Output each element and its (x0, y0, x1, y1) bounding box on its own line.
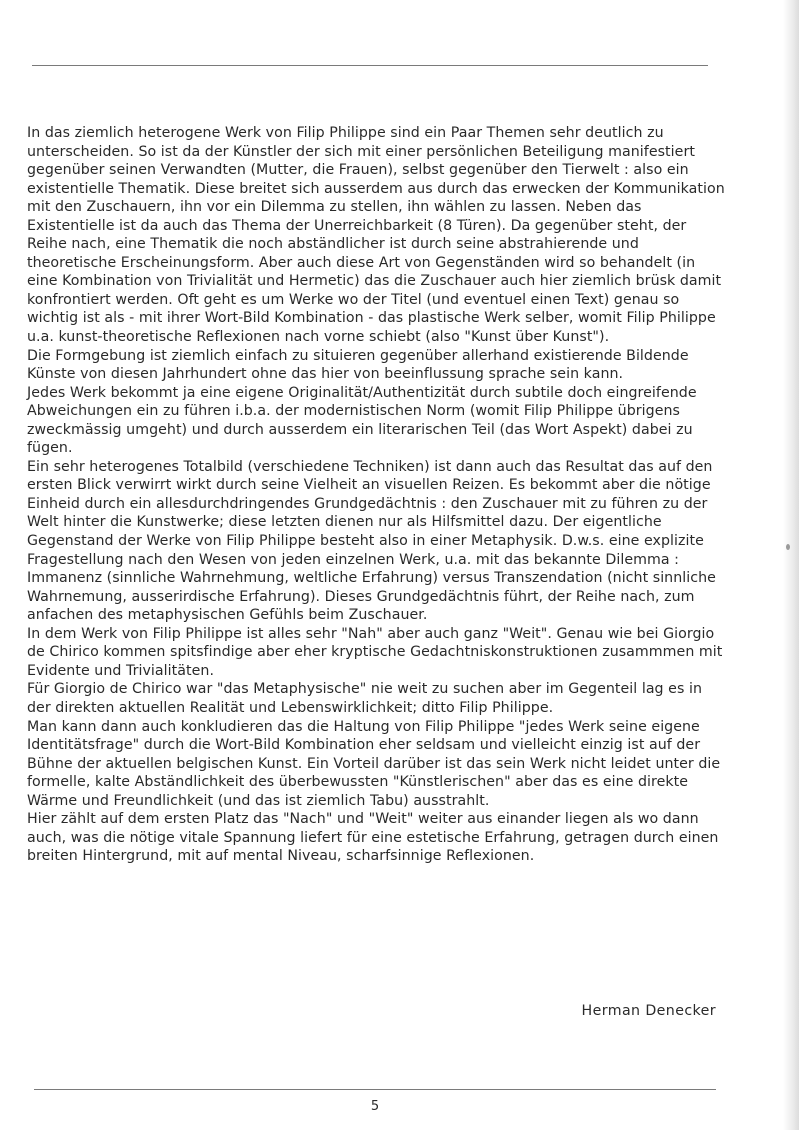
paragraph: Ein sehr heterogenes Totalbild (verschiedene Techniken) ist dann auch das Resultat das auf den ersten Blick verwirrt wirkt durch seine Vielheit an visuellen Reizen. Es bekommt aber die nötige Einheid durch ein allesdurchdringendes Grundgedächtnis : den Zuschauer mit zu führen zu der Welt hinter die Kunstwerke; diese letzten dienen nur als Hilfsmittel dazu. Der eigentliche Gegenstand der Werke von Filip Philippe besteht also in einer Metaphysik. D.w.s. eine explizite Fragestellung nach den Wesen von jeden einzelnen Werk, u.a. mit das bekannte Dilemma : Immanenz (sinnliche Wahrnehmung, weltliche Erfahrung) versus Transzendation (nicht sinnliche Wahrnemung, ausserirdische Erfahrung). Dieses Grundgedächtnis führt, der Reihe nach, zum anfachen des metaphysischen Gefühls beim Zuschauer. (27, 458, 716, 624)
page-number: 5 (370, 1099, 380, 1114)
article-body (27, 124, 727, 866)
scan-speck (786, 544, 790, 550)
footer-rule (34, 1089, 716, 1090)
author-signature: Herman Denecker (581, 1003, 716, 1019)
paragraph: Jedes Werk bekommt ja eine eigene Originalität/Authentizität durch subtile doch eingreifende Abweichungen ein zu führen i.b.a. der modernistischen Norm (womit Filip Philippe übrigens zweckmässig umgeht) und durch ausserdem ein literarischen Teil (das Wort Aspekt) dabei zu fügen. (27, 384, 697, 457)
header-rule (32, 65, 708, 66)
paragraph: Hier zählt auf dem ersten Platz das "Nach" und "Weit" weiter aus einander liegen als wo dann auch, was die nötige vitale Spannung liefert für eine estetische Erfahrung, getragen durch einen breiten Hintergrund, mit auf mental Niveau, scharfsinnige Reflexionen. (27, 811, 719, 865)
paragraph: In das ziemlich heterogene Werk von Filip Philippe sind ein Paar Themen sehr deutlich zu unterscheiden. So ist da der Künstler der sich mit einer persönlichen Beteiligung manifestiert gegenüber seinen Verwandten (Mutter, die Frauen), selbst gegenüber den Tierwelt : also ein existentielle Thematik. Diese breitet sich ausserdem aus durch das erwecken der Kommunikation mit den Zuschauern, ihn vor ein Dilemma zu stellen, ihn wählen zu lassen. Neben das Existentielle ist da auch das Thema der Unerreichbarkeit (8 Türen). Da gegenüber steht, der Reihe nach, eine Thematik die noch abständlicher ist durch seine abstrahierende und theoretische Erscheinungsform. Aber auch diese Art von Gegenständen wird so behandelt (in eine Kombination von Trivialität und Hermetic) das die Zuschauer auch hier ziemlich brüsk damit konfrontiert werden. Oft geht es um Werke wo der Titel (und eventuel einen Text) genau so wichtig ist als - mit ihrer Wort-Bild Kombination - das plastische Werk selber, womit Filip Philippe u.a. kunst-theoretische Reflexionen nach vorne schiebt (also "Kunst über Kunst"). (27, 125, 725, 346)
page-edge-shadow (783, 0, 799, 1130)
paragraph: Man kann dann auch konkludieren das die Haltung von Filip Philippe "jedes Werk seine eigene Identitätsfrage" durch die Wort-Bild Kombination eher seldsam und vielleicht einzig ist auf der Bühne der aktuellen belgischen Kunst. Ein Vorteil darüber ist das sein Werk nicht leidet unter die formelle, kalte Abständlichkeit des überbewussten "Künstlerischen" aber das es eine direkte Wärme und Freundlichkeit (und das ist ziemlich Tabu) ausstrahlt. (27, 718, 721, 809)
paragraph: Die Formgebung ist ziemlich einfach zu situieren gegenüber allerhand existierende Bildende Künste von diesen Jahrhundert ohne das hier von beeinflussung sprache sein kann. (27, 347, 689, 383)
paragraph: Für Giorgio de Chirico war "das Metaphysische" nie weit zu suchen aber im Gegenteil lag es in der direkten aktuellen Realität und Lebenswirklichkeit; ditto Filip Philippe. (27, 681, 702, 716)
paragraph: In dem Werk von Filip Philippe ist alles sehr "Nah" aber auch ganz "Weit". Genau wie bei Giorgio de Chirico kommen spitsfindige aber eher kryptische Gedachtniskonstruktionen zusammmen mit Evidente und Trivialitäten. (27, 625, 723, 679)
